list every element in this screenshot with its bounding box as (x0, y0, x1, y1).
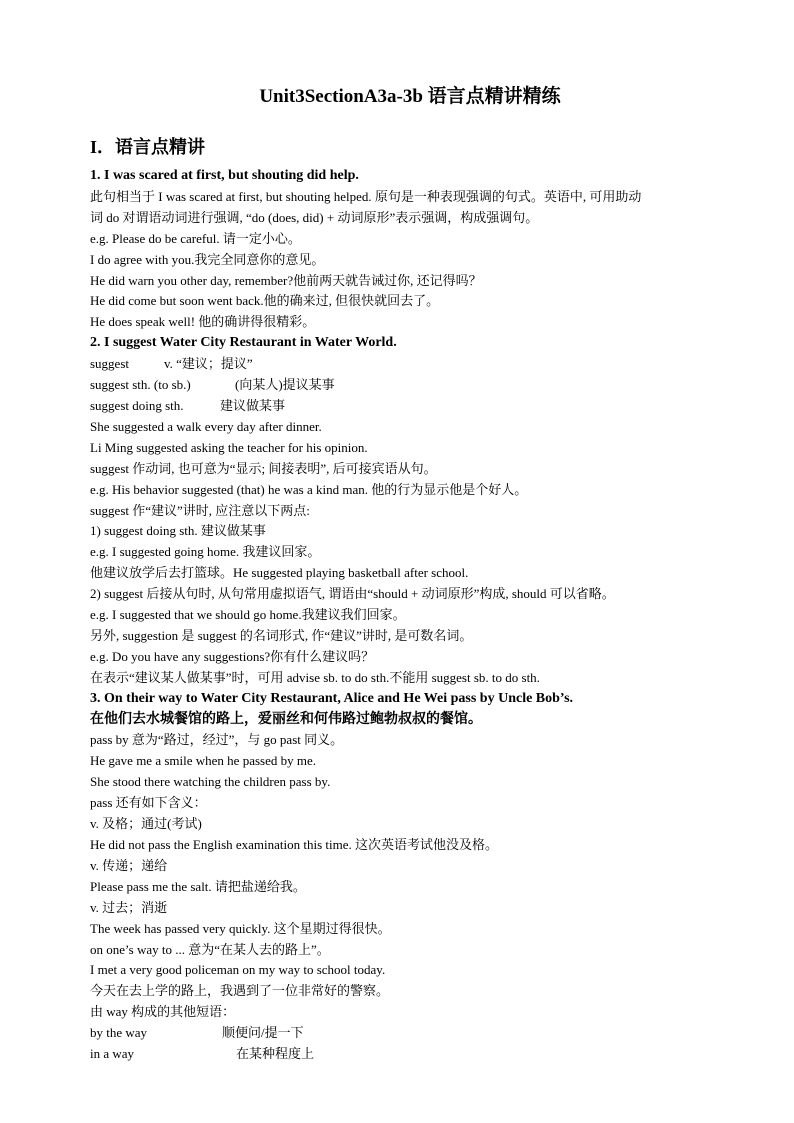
text-line (90, 375, 730, 396)
text-line: v. 过去；消逝 (90, 899, 168, 915)
text-line: I do agree with you.我完全同意你的意见。 (90, 251, 325, 267)
text-line: suggest 作动词, 也可意为“显示; 间接表明”, 后可接宾语从句。 (90, 460, 437, 476)
text-line: e.g. I suggested that we should go home.我建议我们回家。 (90, 607, 406, 623)
text-line: 1. I was scared at first, but shouting did help. (90, 168, 359, 183)
page-title: Unit3SectionA3a-3b 语言点精讲精练 (259, 86, 561, 107)
text-line: 另外, suggestion 是 suggest 的名词形式, 作“建议”讲时, 是可数名词。 (90, 627, 473, 643)
text-line: 在表示“建议某人做某事”时，可用 advise sb. to do sth.不能用 suggest sb. to do sth. (90, 669, 540, 685)
text-line: 在他们去水城餐馆的路上，爱丽丝和何伟路过鲍勃叔叔的餐馆。 (90, 711, 482, 727)
definition: 顺便问/提一下 (222, 1025, 304, 1041)
term: suggest (90, 356, 129, 372)
text-line: She suggested a walk every day after dinner. (90, 418, 322, 434)
text-line: Please pass me the salt. 请把盐递给我。 (90, 878, 306, 894)
text-line: e.g. Do you have any suggestions?你有什么建议吗？ (90, 648, 375, 664)
text-line (90, 1044, 730, 1065)
text-line: 他建议放学后去打篮球。He suggested playing basketball after school. (90, 565, 469, 581)
text-line: 今天在去上学的路上，我遇到了一位非常好的警察。 (90, 983, 390, 999)
text-line: 此句相当于 I was scared at first, but shouting helped. 原句是一种表现强调的句式。英语中, 可用助动 (90, 188, 642, 204)
term: in a way (90, 1046, 135, 1062)
text-line: He did come but soon went back.他的确来过, 但很快就回去了。 (90, 293, 440, 309)
text-line: 2. I suggest Water City Restaurant in Water World. (90, 335, 397, 351)
text-line: I met a very good policeman on my way to school today. (90, 962, 386, 978)
text-line: Li Ming suggested asking the teacher for his opinion. (90, 439, 368, 455)
document-body (90, 166, 730, 1065)
text-line (90, 396, 730, 417)
text-line: pass by 意为“路过，经过”，与 go past 同义。 (90, 732, 344, 748)
definition: 在某种程度上 (236, 1046, 315, 1062)
section-heading: I．语言点精讲 (90, 137, 206, 157)
text-line: v. 传递；递给 (90, 857, 168, 873)
text-line: e.g. His behavior suggested (that) he was a kind man. 他的行为显示他是个好人。 (90, 481, 528, 497)
definition: 建议做某事 (220, 397, 286, 413)
text-line: The week has passed very quickly. 这个星期过得很快。 (90, 920, 391, 936)
text-line: He does speak well! 他的确讲得很精彩。 (90, 314, 316, 330)
text-line: e.g. Please do be careful. 请一定小心。 (90, 230, 301, 246)
document-page (90, 82, 730, 1065)
definition: (向某人)提议某事 (235, 377, 335, 393)
text-line: She stood there watching the children pass by. (90, 774, 331, 790)
text-line: v. 及格；通过(考试) (90, 816, 202, 832)
text-line: suggest 作“建议”讲时, 应注意以下两点: (90, 502, 310, 518)
text-line: pass 还有如下含义： (90, 795, 207, 811)
text-line: e.g. I suggested going home. 我建议回家。 (90, 544, 321, 560)
text-line: He did not pass the English examination this time. 这次英语考试他没及格。 (90, 837, 499, 852)
text-line: 由 way 构成的其他短语： (90, 1004, 236, 1020)
text-line: He gave me a smile when he passed by me. (90, 753, 316, 769)
text-line: on one’s way to ... 意为“在某人去的路上”。 (90, 941, 330, 957)
text-line: He did warn you other day, remember?他前两天就告诫过你, 还记得吗？ (90, 272, 482, 288)
text-line: 2) suggest 后接从句时, 从句常用虚拟语气, 谓语由“should + 动词原形”构成, should 可以省略。 (90, 586, 615, 602)
text-line: 3. On their way to Water City Restaurant, Alice and He Wei pass by Uncle Bob’s. (90, 690, 574, 706)
text-line: 1) suggest doing sth. 建议做某事 (90, 523, 266, 539)
text-line (90, 354, 730, 375)
term: suggest doing sth. (90, 397, 184, 413)
definition: v. “建议；提议” (164, 356, 253, 372)
term: suggest sth. (to sb.) (90, 377, 191, 393)
text-line: 词 do 对谓语动词进行强调, “do (does, did) + 动词原形”表示强调，构成强调句。 (90, 209, 539, 225)
text-line (90, 1023, 730, 1044)
term: by the way (90, 1025, 148, 1041)
